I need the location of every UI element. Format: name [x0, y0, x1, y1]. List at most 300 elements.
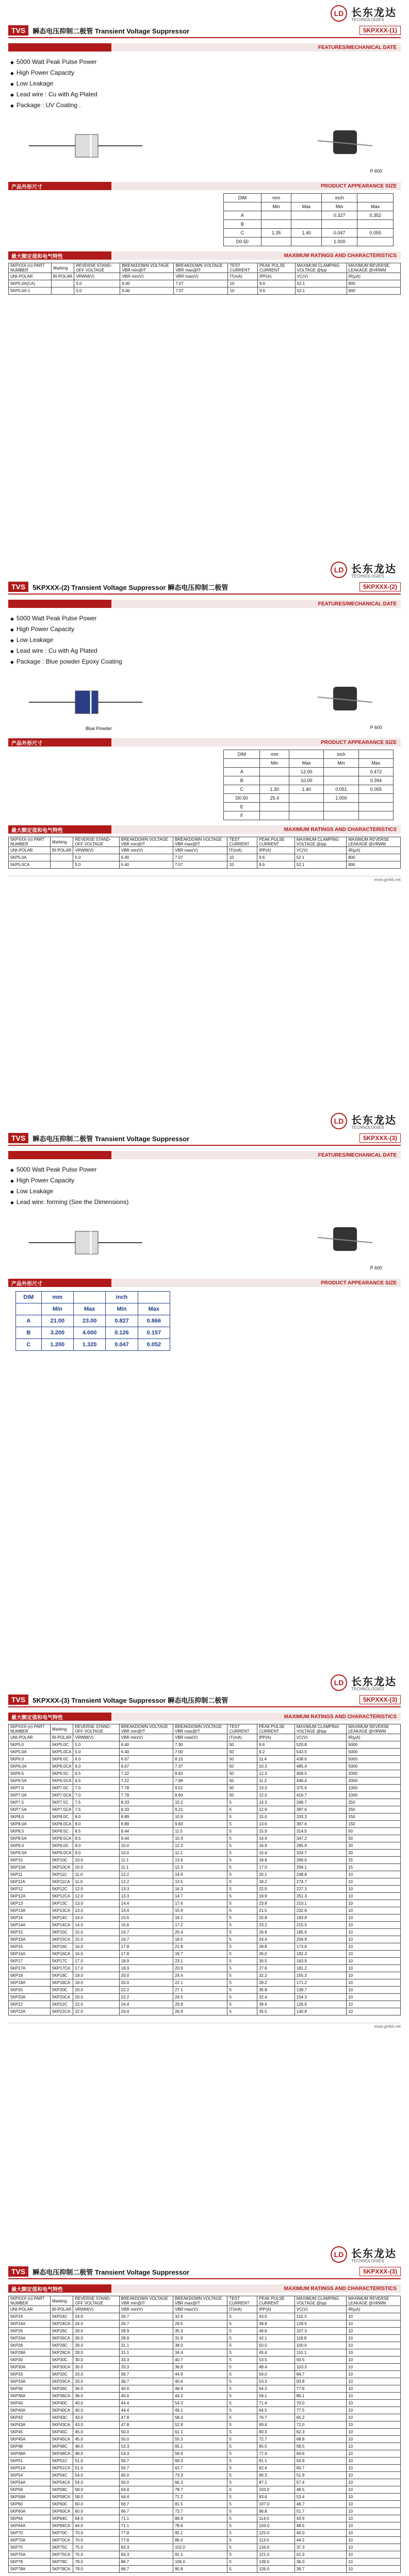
- table-cell: 96.8: [257, 2508, 295, 2515]
- table-cell: 5: [227, 1900, 257, 1907]
- page-p4: [0, 1669, 409, 2031]
- feature-item: ◆ High Power Capacity: [10, 67, 401, 78]
- table-cell: 126.9: [295, 2001, 346, 2008]
- table-cell: 9.83: [173, 1821, 227, 1828]
- type-tag: TVS: [8, 1133, 28, 1143]
- dimension-cell: [261, 220, 291, 229]
- brand-name-en: TECHNOLOGIES: [351, 1125, 384, 1130]
- ratings-table: [8, 837, 401, 869]
- section-bar: [8, 43, 401, 52]
- table-cell: 93.8: [295, 2378, 346, 2385]
- table-cell: 5KP36A: [9, 2393, 51, 2400]
- table-cell: 8.5: [73, 1835, 119, 1842]
- dimension-cell: D0.50: [224, 794, 260, 803]
- table-row: [9, 2436, 401, 2443]
- package-svg: [8, 1212, 401, 1274]
- table-cell: [51, 280, 74, 287]
- table-row: [9, 2450, 401, 2458]
- table-cell: 5: [227, 2414, 257, 2421]
- table-cell: 5: [227, 2349, 257, 2357]
- table-cell: 30.0: [73, 2357, 119, 2364]
- table-header-cell: BREAKDOWN VOLTAGE VBR max@IT: [173, 2296, 227, 2306]
- table-cell: 5KP14C: [51, 1914, 73, 1922]
- table-cell: 5: [227, 2364, 257, 2371]
- table-cell: 5KP30A: [9, 2364, 51, 2371]
- table-cell: 10: [347, 2349, 401, 2357]
- table-cell: 11.1: [119, 1864, 173, 1871]
- table-header-cell: MAXIMUM REVERSE LEAKAGE @VRWM: [347, 1724, 401, 1734]
- table-cell: 5KP11A: [9, 1878, 51, 1886]
- dimension-cell: A: [224, 768, 260, 776]
- section-title-cn: 最大额定值和电气特性: [11, 253, 63, 260]
- table-cell: 210.1: [295, 1900, 346, 1907]
- table-cell: 5: [227, 2558, 257, 2566]
- dimension-cell: [291, 238, 322, 246]
- table-cell: 60.0: [73, 2508, 119, 2515]
- table-cell: 5KP36: [9, 2385, 51, 2393]
- table-cell: 5: [227, 2421, 257, 2429]
- table-cell: 13.6: [173, 1857, 227, 1864]
- table-header-cell: REVERSE STAND-OFF VOLTAGE: [73, 837, 119, 847]
- table-cell: 5KP5.0A(CA): [9, 280, 52, 287]
- table-cell: 10: [347, 2551, 401, 2558]
- table-header-cell: BREAKDOWN VOLTAGE VBR max@IT: [173, 837, 227, 847]
- table-cell: 5KP8.5C: [51, 1828, 73, 1835]
- table-cell: 5KP10: [9, 1857, 51, 1864]
- table-cell: 150: [347, 1821, 401, 1828]
- table-cell: 8.33: [119, 1799, 173, 1806]
- table-cell: 10: [347, 2522, 401, 2530]
- table-cell: 5KP54: [9, 2472, 51, 2479]
- table-cell: 10: [347, 2544, 401, 2551]
- table-cell: 107.0: [257, 2501, 295, 2508]
- table-cell: 18.0: [73, 1972, 119, 1979]
- table-row: [9, 2558, 401, 2566]
- section-bar: [8, 738, 401, 747]
- table-cell: 5KP13C: [51, 1900, 73, 1907]
- table-cell: 5: [227, 2465, 257, 2472]
- table-cell: 118.8: [295, 2335, 346, 2342]
- table-cell: 16.0: [73, 1943, 119, 1951]
- table-cell: 5KP33: [9, 2371, 51, 2378]
- table-cell: 5KP18CA: [51, 1979, 73, 1987]
- dimension-cell: Max: [357, 202, 394, 211]
- table-cell: 10: [347, 1878, 401, 1886]
- table-subheader-cell: IPP(A): [257, 2306, 295, 2313]
- table-row: [9, 1979, 401, 1987]
- table-cell: 58.1: [257, 2393, 295, 2400]
- dimension-cell: Max: [358, 759, 393, 768]
- table-cell: 543.5: [295, 1749, 346, 1756]
- table-header-cell: REVERSE STAND-OFF VOLTAGE: [73, 2296, 119, 2306]
- table-cell: 50: [347, 1835, 401, 1842]
- table-cell: 78.6: [173, 2522, 227, 2530]
- dimension-cell: mm: [260, 750, 289, 759]
- brand-header: [0, 1108, 409, 1130]
- table-cell: 50.0: [119, 2436, 173, 2443]
- table-cell: 294.1: [295, 1864, 346, 1871]
- table-row: [9, 2479, 401, 2486]
- table-row: [9, 861, 401, 869]
- table-cell: 7.0: [73, 1792, 119, 1799]
- table-cell: 26.7: [119, 2320, 173, 2328]
- table-cell: 2000: [347, 1770, 401, 1777]
- table-cell: 5KP60C: [51, 2501, 73, 2508]
- table-cell: 5KP10A: [9, 1864, 51, 1871]
- type-tag: TVS: [8, 2266, 28, 2277]
- table-cell: 5KP14CA: [51, 1922, 73, 1929]
- table-cell: 5KP10CA: [51, 1864, 73, 1871]
- section-title-en: MAXIMUM RATINGS AND CHARACTERISTICS: [284, 1714, 397, 1720]
- table-cell: 10: [347, 2436, 401, 2443]
- table-cell: 5KP24CA: [51, 2320, 73, 2328]
- table-cell: 5: [227, 2436, 257, 2443]
- diode-body: [75, 1231, 98, 1254]
- table-row: [9, 1929, 401, 1936]
- table-cell: 13.0: [73, 1907, 119, 1914]
- table-row: [9, 1777, 401, 1785]
- table-cell: 28.9: [119, 2335, 173, 2342]
- doc-title: 5KPXXX-(2) Transient Voltage Suppressor 瞬态电压抑制二极管: [32, 583, 228, 591]
- dimension-cell: 1.000: [321, 238, 357, 246]
- table-cell: 103.0: [257, 2522, 295, 2530]
- dimension-cell: 3.200: [41, 1327, 73, 1339]
- table-cell: 10: [347, 2393, 401, 2400]
- table-header-cell: MAXIMUM REVERSE LEAKAGE @VRWM: [347, 837, 401, 847]
- table-cell: 5KP9.0C: [51, 1842, 73, 1850]
- table-cell: 9.6: [257, 861, 295, 869]
- table-cell: 5KP15: [9, 1929, 51, 1936]
- table-cell: 5KP43: [9, 2414, 51, 2421]
- table-cell: 31.9: [173, 2335, 227, 2342]
- dimension-cell: B: [16, 1327, 42, 1339]
- table-cell: 5: [227, 2313, 257, 2320]
- section-title-cn: 最大额定值和电气特性: [11, 2286, 63, 2293]
- table-row: [9, 1972, 401, 1979]
- table-cell: 192.3: [295, 1951, 346, 1958]
- table-cell: 10: [347, 2515, 401, 2522]
- dimension-cell: [224, 759, 260, 768]
- table-cell: 37.3: [295, 2544, 346, 2551]
- table-header-cell: Marking: [51, 837, 73, 847]
- table-row: [9, 1785, 401, 1792]
- dimension-cell: [358, 794, 393, 803]
- table-cell: 75.0: [73, 2551, 119, 2558]
- section-title-en: FEATURES/MECHANICAL DATE: [318, 601, 397, 607]
- dimension-cell: F: [224, 811, 260, 820]
- package-label: Blue Powder: [86, 726, 112, 731]
- dimension-cell: Min: [321, 202, 357, 211]
- table-cell: 32.6: [173, 2313, 227, 2320]
- table-cell: 20.4: [173, 1929, 227, 1936]
- table-cell: 69.3: [173, 2458, 227, 2465]
- table-cell: 14.0: [73, 1914, 119, 1922]
- table-cell: 61.1: [173, 2429, 227, 2436]
- table-subheader-cell: IPP(A): [258, 273, 296, 280]
- table-cell: 10: [347, 2357, 401, 2364]
- table-cell: 50.0: [119, 2429, 173, 2436]
- table-cell: 56.7: [119, 2458, 173, 2465]
- table-cell: 57.4: [295, 2479, 346, 2486]
- table-cell: 5KP70CA: [51, 2537, 73, 2544]
- brand-header: [0, 2241, 409, 2263]
- table-subheader-cell: BI-POLAR: [51, 2306, 73, 2313]
- table-cell: 69.4: [257, 2421, 295, 2429]
- table-cell: 9.6: [258, 280, 296, 287]
- table-cell: 78.7: [173, 2486, 227, 2494]
- table-row: [9, 1965, 401, 1972]
- table-cell: 5: [227, 1922, 257, 1929]
- table-cell: 10.4: [173, 1835, 227, 1842]
- table-cell: 10: [347, 2328, 401, 2335]
- table-cell: 139.0: [257, 2558, 295, 2566]
- table-cell: 5KP10C: [51, 1857, 73, 1864]
- table-cell: 27.1: [173, 1987, 227, 1994]
- package-svg: [8, 115, 401, 177]
- title-bar: [8, 25, 401, 38]
- table-header-cell: REVERSE STAND-OFF VOLTAGE: [74, 263, 120, 273]
- table-cell: 14.7: [173, 1893, 227, 1900]
- table-row: [9, 1821, 401, 1828]
- features-list: [10, 57, 401, 111]
- table-cell: 5: [227, 2544, 257, 2551]
- table-cell: 26.0: [257, 1951, 295, 1958]
- table-cell: 78.0: [73, 2566, 119, 2573]
- table-cell: 5KP78: [9, 2558, 51, 2566]
- table-cell: 5KP17CA: [51, 1965, 73, 1972]
- table-cell: 77.8: [119, 2537, 173, 2544]
- table-cell: 349.7: [295, 1799, 346, 1806]
- table-cell: 35.5: [257, 2008, 295, 2015]
- table-row: [9, 2458, 401, 2465]
- table-cell: 64.3: [257, 2385, 295, 2393]
- table-cell: 5: [227, 2357, 257, 2364]
- table-cell: 5KP6.5C: [51, 1770, 73, 1777]
- dimension-cell: [289, 803, 324, 811]
- table-header-cell: MAXIMUM REVERSE LEAKAGE @VRWM: [347, 2296, 401, 2306]
- table-cell: 5: [227, 2458, 257, 2465]
- table-row: [9, 2544, 401, 2551]
- table-cell: 5: [227, 2494, 257, 2501]
- table-subheader-cell: VC(V): [295, 1734, 346, 1741]
- table-row: [9, 1943, 401, 1951]
- diode-body: [75, 134, 98, 157]
- table-subheader-cell: VBR min(V): [120, 273, 174, 280]
- table-cell: 73.7: [173, 2508, 227, 2515]
- table-cell: 21.8: [173, 1943, 227, 1951]
- section-title-en: PRODUCT APPEARANCE SIZE: [321, 183, 397, 189]
- table-cell: 10: [228, 280, 258, 287]
- table-cell: 12.0: [257, 1792, 295, 1799]
- table-cell: 5: [227, 1893, 257, 1900]
- table-cell: 5KP43A: [9, 2421, 51, 2429]
- table-cell: 5KP43C: [51, 2414, 73, 2421]
- dimension-cell: [74, 1292, 106, 1303]
- table-cell: 15.9: [173, 1907, 227, 1914]
- section-title-cn: 产品外形尺寸: [11, 1281, 42, 1287]
- table-cell: 10: [347, 2008, 401, 2015]
- table-cell: 10: [347, 2335, 401, 2342]
- table-cell: 33.3: [119, 2364, 173, 2371]
- table-subheader-cell: UNI-POLAR: [9, 2306, 51, 2313]
- table-header-cell: BREAKDOWN VOLTAGE VBR max@IT: [174, 263, 228, 273]
- table-cell: 29.2: [257, 1979, 295, 1987]
- dimension-cell: Max: [74, 1303, 106, 1315]
- table-row: [9, 2465, 401, 2472]
- table-cell: 50: [227, 1792, 257, 1799]
- table-cell: 72.7: [257, 2436, 295, 2443]
- table-cell: 91.1: [257, 2458, 295, 2465]
- feature-item: ◆ Lead wire : Cu with Ag Plated: [10, 89, 401, 100]
- table-cell: 150: [347, 1814, 401, 1821]
- table-cell: 15.0: [73, 1936, 119, 1943]
- table-cell: 40.0: [295, 2530, 346, 2537]
- table-row: [9, 280, 401, 287]
- table-cell: 19.9: [257, 1893, 295, 1900]
- table-cell: 13.3: [119, 1886, 173, 1893]
- dimension-row: [224, 211, 394, 220]
- title-bar: [8, 1133, 401, 1146]
- table-cell: 5KP20: [9, 1987, 51, 1994]
- table-cell: 1000: [347, 1785, 401, 1792]
- feature-item: ◆ Package : Blue powder Epoxy Coating: [10, 656, 401, 667]
- table-row: [9, 2530, 401, 2537]
- table-cell: 5KP60A: [9, 2508, 51, 2515]
- table-cell: 387.6: [295, 1806, 346, 1814]
- table-cell: 53.3: [119, 2443, 173, 2450]
- dimension-cell: [260, 768, 289, 776]
- table-subheader-cell: IT(mA): [227, 1734, 257, 1741]
- table-cell: 17.8: [119, 1943, 173, 1951]
- table-header-cell: 5KPXXX-(n) PART NUMBER: [9, 263, 52, 273]
- dimension-row: [224, 785, 394, 794]
- table-cell: 5KP18A: [9, 1979, 51, 1987]
- table-cell: 5KP26C: [51, 2328, 73, 2335]
- table-cell: 5KP51C: [51, 2458, 73, 2465]
- table-cell: 52.1: [295, 861, 346, 869]
- table-cell: 22.0: [73, 2001, 119, 2008]
- table-cell: 14.4: [119, 1900, 173, 1907]
- table-cell: 5KP64: [9, 2515, 51, 2522]
- table-cell: 62.3: [295, 2429, 346, 2436]
- table-cell: 86.1: [295, 2393, 346, 2400]
- ratings-table: [8, 263, 401, 295]
- table-header-cell: REVERSE STAND-OFF VOLTAGE: [73, 1724, 119, 1734]
- table-cell: 163.9: [295, 1958, 346, 1965]
- table-cell: 39.4: [257, 2001, 295, 2008]
- table-header-cell: PEAK PULSE CURRENT: [257, 1724, 295, 1734]
- table-cell: 54.0: [73, 2479, 119, 2486]
- table-row: [9, 1770, 401, 1777]
- table-row: [9, 2335, 401, 2342]
- table-cell: 10: [347, 1871, 401, 1878]
- table-cell: 10: [347, 1907, 401, 1914]
- table-cell: 5KP17A: [9, 1965, 51, 1972]
- table-cell: 18.8: [257, 1857, 295, 1864]
- table-cell: 24.4: [119, 2008, 173, 2015]
- table-cell: 10.0: [119, 1850, 173, 1857]
- title-bar: [8, 2266, 401, 2279]
- table-cell: 86.7: [119, 2558, 173, 2566]
- table-cell: 40.0: [119, 2393, 173, 2400]
- table-header-cell: MAXIMUM REVERSE LEAKAGE @VRWM: [347, 263, 400, 273]
- table-row: [9, 1994, 401, 2001]
- table-cell: 83.3: [119, 2544, 173, 2551]
- table-cell: 16.7: [119, 1936, 173, 1943]
- table-cell: 23.8: [257, 1900, 295, 1907]
- table-cell: 5KP24C: [51, 2313, 73, 2320]
- table-cell: 5KP7.0: [9, 1785, 51, 1792]
- table-cell: 53.4: [295, 2494, 346, 2501]
- table-cell: 10: [347, 2508, 401, 2515]
- table-cell: 14.9: [173, 1871, 227, 1878]
- brand-text: [351, 561, 397, 579]
- table-cell: 64.0: [73, 2515, 119, 2522]
- dimension-cell: 0.157: [138, 1327, 170, 1339]
- dimension-cell: [261, 238, 291, 246]
- table-cell: 26.7: [119, 2313, 173, 2320]
- table-cell: 11.5: [173, 1828, 227, 1835]
- table-cell: 6.40: [120, 287, 174, 295]
- table-cell: 5KP45C: [51, 2429, 73, 2436]
- dimension-cell: Min: [260, 759, 289, 768]
- table-subheader-cell: UNI-POLAR: [9, 273, 52, 280]
- table-row: [9, 1741, 401, 1749]
- table-cell: 7.07: [174, 280, 228, 287]
- table-cell: 34.4: [173, 2349, 227, 2357]
- table-cell: 5: [227, 2320, 257, 2328]
- table-cell: 5KP51A: [9, 2465, 51, 2472]
- table-cell: 106.0: [173, 2558, 227, 2566]
- table-cell: 5KP64A: [9, 2522, 51, 2530]
- table-cell: 6.40: [119, 1749, 173, 1756]
- table-cell: 800: [347, 287, 400, 295]
- table-cell: 46.6: [257, 2328, 295, 2335]
- table-cell: 5: [227, 2385, 257, 2393]
- table-cell: 24.0: [73, 2320, 119, 2328]
- table-cell: 5KP6.0C: [51, 1756, 73, 1763]
- table-subheader-cell: VRWM(V): [74, 273, 120, 280]
- table-cell: 5KP36CA: [51, 2393, 73, 2400]
- table-cell: 5KP15A: [9, 1936, 51, 1943]
- title-bar: [8, 1694, 401, 1707]
- dimension-row: [16, 1315, 170, 1327]
- table-cell: 7.07: [173, 861, 227, 869]
- table-cell: 82.4: [257, 2465, 295, 2472]
- table-cell: 10: [347, 1965, 401, 1972]
- table-subheader-cell: IT(mA): [228, 273, 258, 280]
- table-cell: 5KP54A: [9, 2479, 51, 2486]
- table-cell: 8.0: [73, 1814, 119, 1821]
- brand-logo-icon: LD: [331, 1113, 347, 1129]
- table-cell: 12.3: [173, 1864, 227, 1871]
- brand-logo-icon: LD: [331, 2246, 347, 2263]
- table-cell: 84.7: [295, 2371, 346, 2378]
- table-cell: 12.2: [119, 1871, 173, 1878]
- table-cell: 5: [227, 2501, 257, 2508]
- table-cell: 65.1: [173, 2443, 227, 2450]
- dimension-cell: mm: [261, 194, 291, 202]
- table-cell: 55.3: [173, 2436, 227, 2443]
- dimension-row: [224, 194, 394, 202]
- table-cell: 10: [227, 854, 257, 861]
- table-header-cell: PEAK PULSE CURRENT: [258, 263, 296, 273]
- table-cell: 5KP7.0C: [51, 1785, 73, 1792]
- dimension-cell: B: [224, 220, 261, 229]
- table-cell: 73.3: [173, 2472, 227, 2479]
- table-cell: 102.0: [173, 2544, 227, 2551]
- table-row: [9, 2537, 401, 2544]
